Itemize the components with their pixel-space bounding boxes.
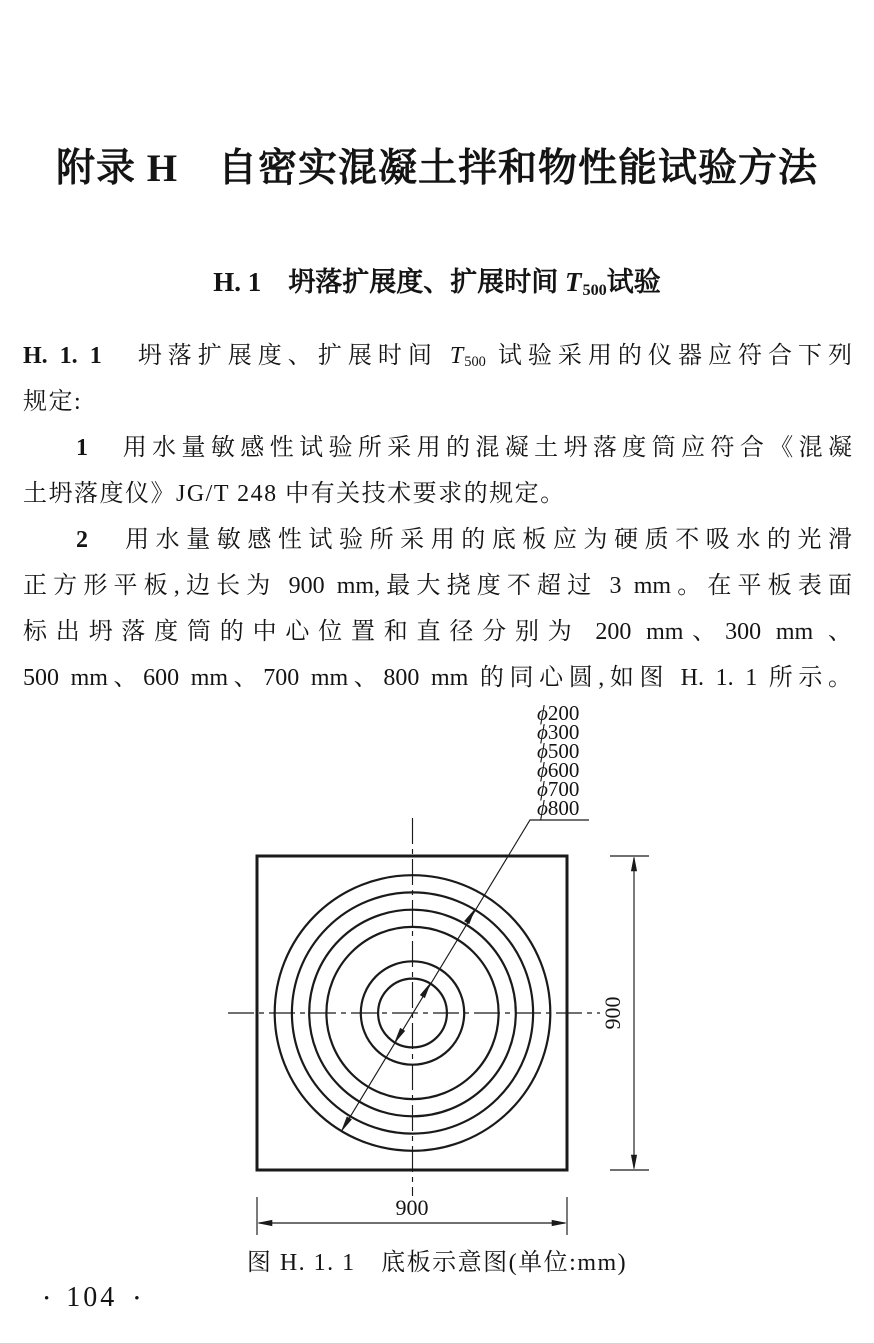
text-line: 土坍落度仪》JG/T 248 中有关技术要求的规定。 <box>23 481 566 507</box>
diameter-label: ϕ700 <box>537 777 580 801</box>
phi-symbol: ϕ <box>537 720 548 744</box>
text-line: H. 1. 1 坍落扩展度、扩展时间 T500 试验采用的仪器应符合下列 <box>23 343 853 371</box>
dimension-arrowhead <box>631 857 636 871</box>
text-line: 标出坍落度筒的中心位置和直径分别为 200 mm、300 mm 、 <box>23 619 852 645</box>
diameter-leader-line <box>342 820 590 1131</box>
figure-caption: 图 H. 1. 1 底板示意图(单位:mm) <box>246 1250 628 1276</box>
dimension-bottom <box>257 1195 567 1235</box>
section-heading: H. 1 坍落扩展度、扩展时间 T500试验 <box>213 267 661 299</box>
dimension-right <box>600 856 649 1170</box>
dimension-arrowhead <box>552 1220 566 1225</box>
dimension-arrowhead <box>631 1155 636 1169</box>
page-number-dot: • <box>134 1290 140 1307</box>
page-number-value: 104 <box>66 1282 118 1313</box>
bottom-dimension-value: 900 <box>395 1195 429 1220</box>
diameter-label: ϕ500 <box>537 739 580 763</box>
figure-diagram <box>0 690 874 1243</box>
leader-arrowhead <box>395 1028 405 1042</box>
leader-arrowhead <box>420 984 430 998</box>
body-text <box>23 333 852 701</box>
diameter-label: ϕ600 <box>537 758 580 782</box>
phi-symbol: ϕ <box>537 701 548 725</box>
diameter-label: ϕ800 <box>537 796 580 820</box>
phi-symbol: ϕ <box>537 758 548 782</box>
appendix-title: 附录 H 自密实混凝土拌和物性能试验方法 <box>55 147 819 190</box>
text-line: 500 mm、600 mm、700 mm、800 mm 的同心圆,如图 H. 1. 1 所示。 <box>23 665 852 691</box>
page-number <box>44 1280 140 1316</box>
text-line: 2 用水量敏感性试验所采用的底板应为硬质不吸水的光滑 <box>76 527 852 553</box>
right-dimension-value: 900 <box>600 996 625 1030</box>
text-line: 规定: <box>23 389 83 415</box>
text-line: 正方形平板,边长为 900 mm,最大挠度不超过 3 mm。在平板表面 <box>23 573 852 599</box>
diameter-label: ϕ300 <box>537 720 580 744</box>
dimension-arrowhead <box>258 1220 272 1225</box>
diameter-label: ϕ200 <box>537 701 580 725</box>
phi-symbol: ϕ <box>537 796 548 820</box>
phi-symbol: ϕ <box>537 739 548 763</box>
phi-symbol: ϕ <box>537 777 548 801</box>
page-number-dot: • <box>44 1290 50 1307</box>
text-line: 1 用水量敏感性试验所采用的混凝土坍落度筒应符合《混凝 <box>76 435 852 461</box>
leader-arrowhead <box>342 1117 352 1131</box>
leader-arrowhead <box>465 910 475 924</box>
